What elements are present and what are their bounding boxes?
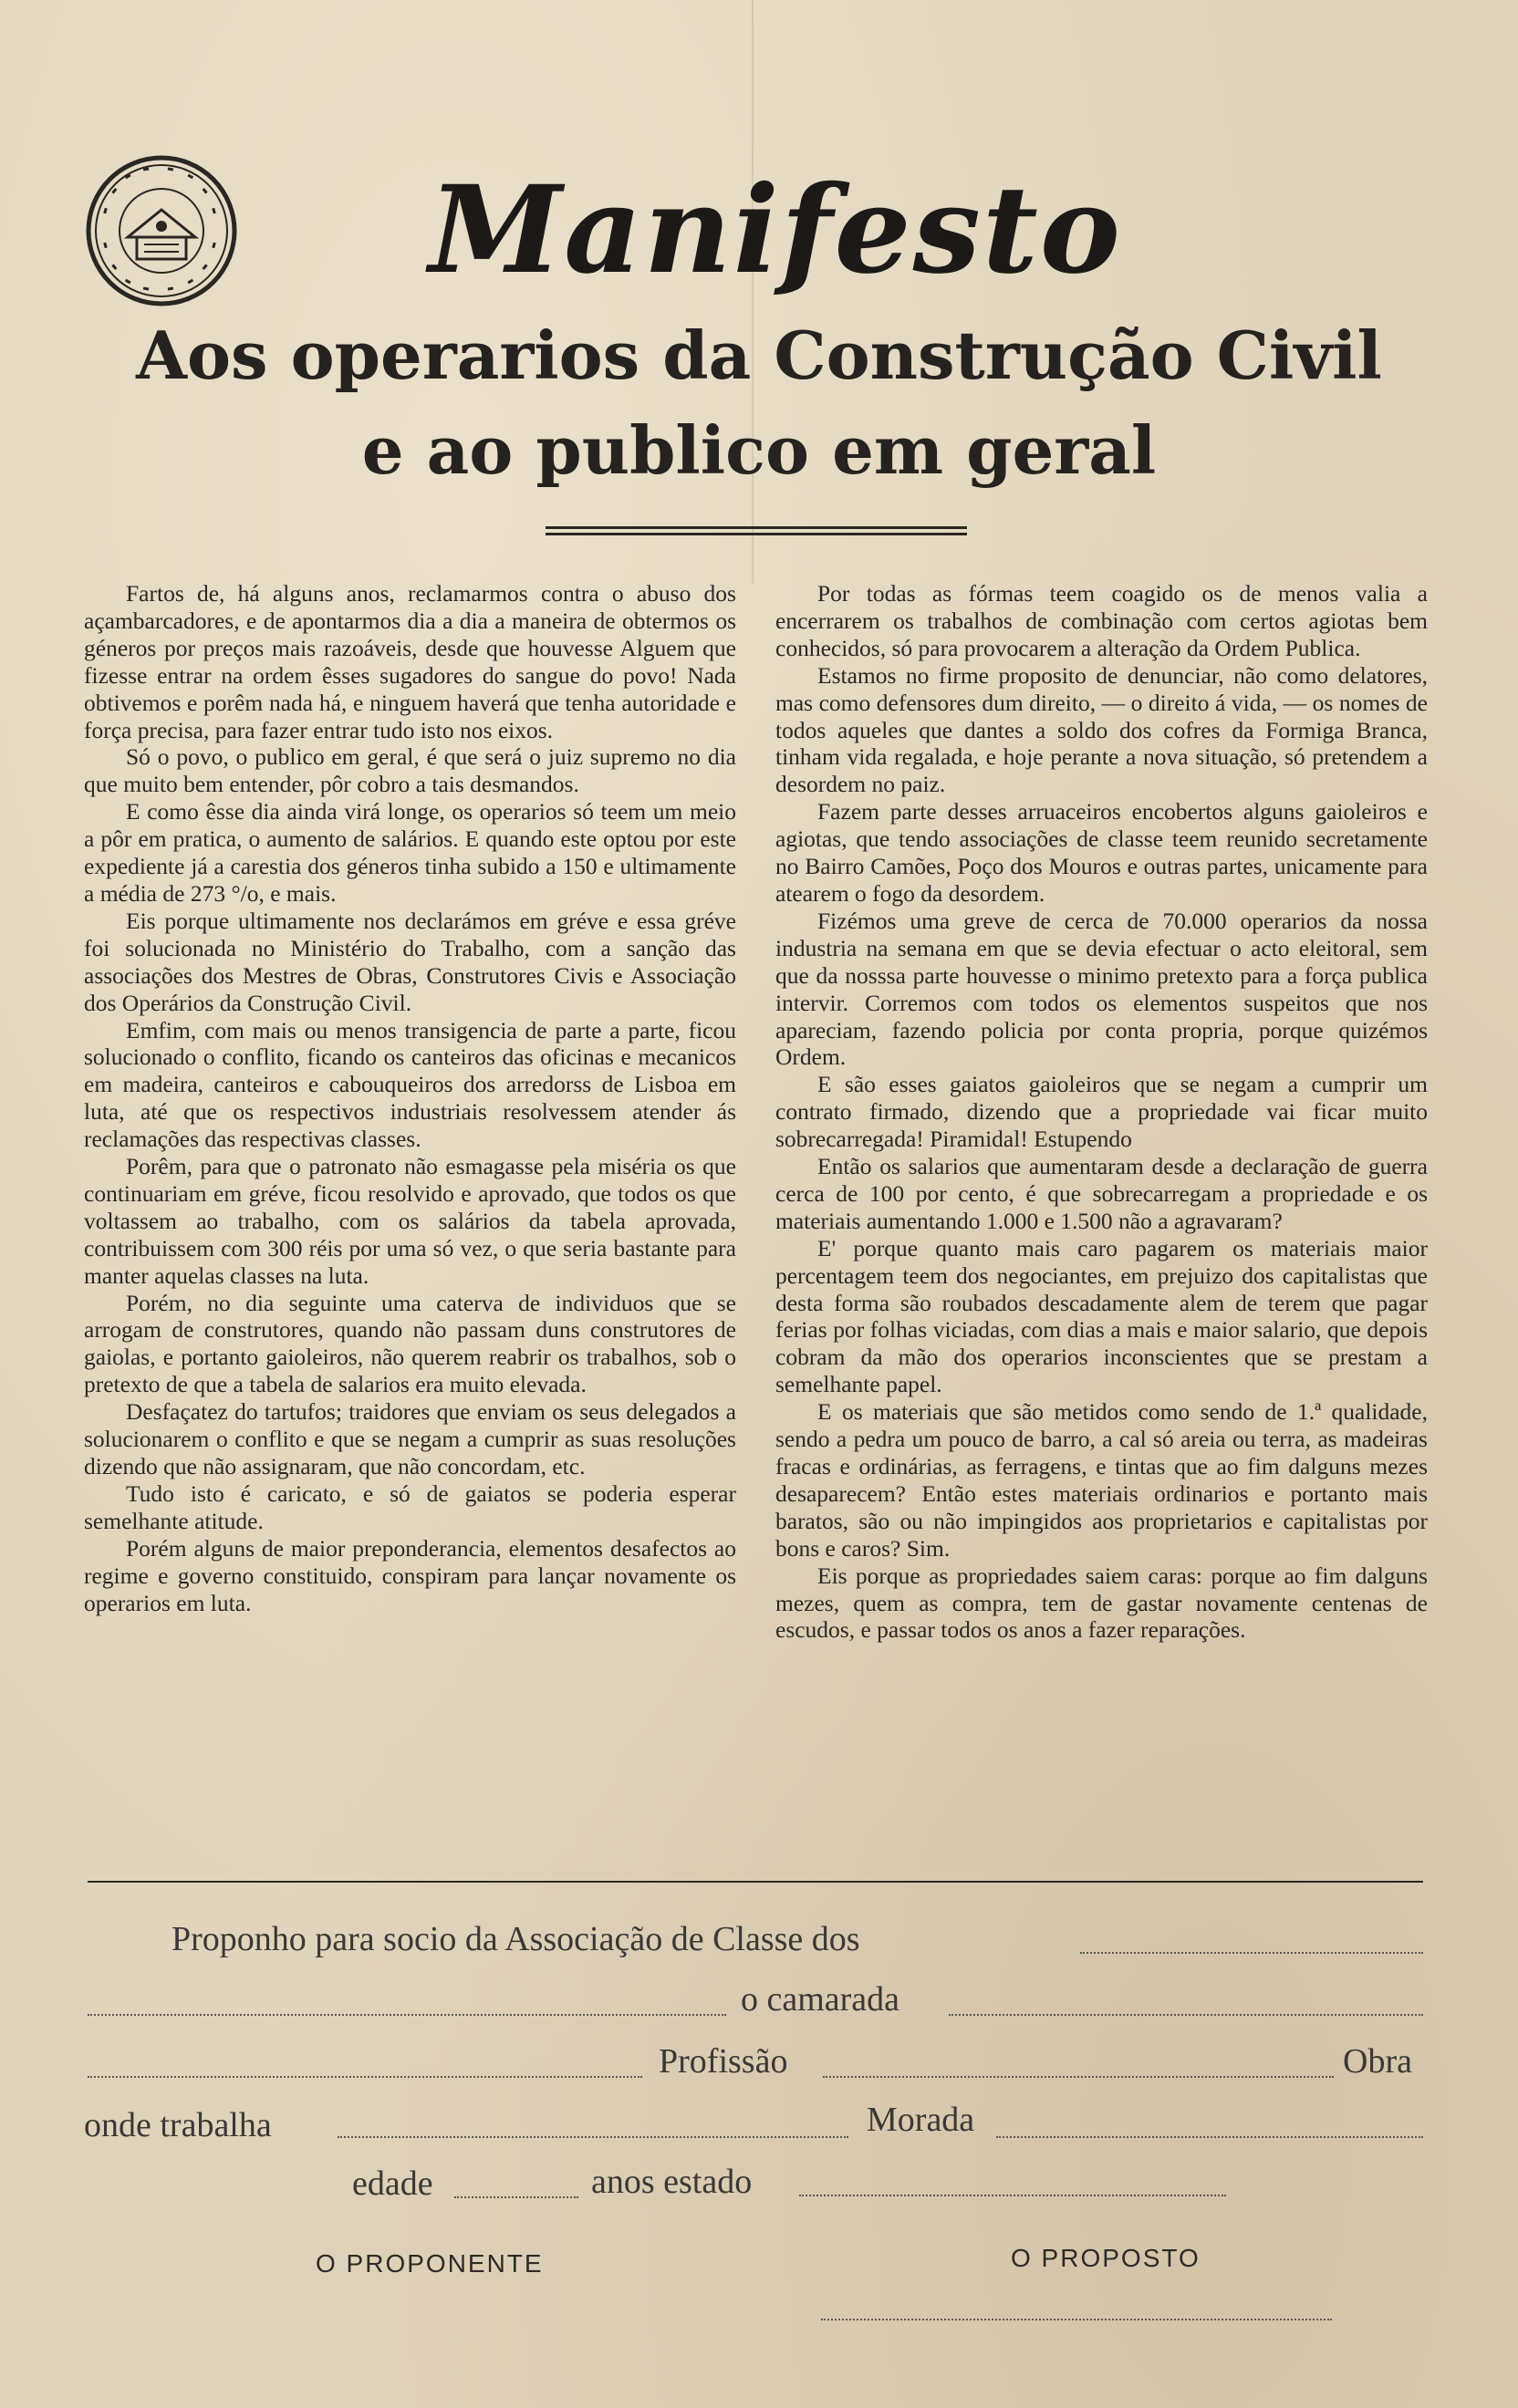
proponent-label: O PROPONENTE [316,2249,544,2278]
page-title: Manifesto [429,160,1122,301]
title-divider [546,526,967,535]
paragraph: E como êsse dia ainda virá longe, os operarios só teem um meio a pôr em pratica, o aumento de salários. E quando este optou por este expediente já a carestia dos géneros tinha subido a 150 e ultimamente a média de 273 °/o, e mais. [84,798,736,907]
form-obra-label: Obra [1343,2042,1412,2081]
paragraph: Por todas as fórmas teem coagido os de menos valia a encerrarem os trabalhos de combinação com certos agiotas bem conhecidos, só para provocarem a alteração da Ordem Publica. [775,580,1428,661]
paragraph: Emfim, com mais ou menos transigencia de parte a parte, ficou solucionado o conflito, ficando os canteiros das oficinas e mecanicos em madeira, canteiros e cabouqueiros dos arredorss de Lisboa em luta, até que os respectivos industriais resolvessem atender ás reclamações das respectivas classes. [84,1016,736,1153]
paragraph: E são esses gaiatos gaioleiros que se negam a cumprir um contrato firmado, dizendo que a propriedade vai ficar muito sobrecarregada! Piramidal! Estupendo [775,1071,1428,1153]
form-profissao-label: Profissão [659,2042,788,2081]
association-seal-icon [84,153,239,308]
form-idade-label: edade [352,2164,433,2203]
marital-status-field[interactable] [799,2195,1226,2196]
paragraph: Tudo isto é caricato, e só de gaiatos se poderia esperar semelhante atitude. [84,1479,736,1534]
paragraph: Estamos no firme proposito de denunciar, não como delatores, mas como defensores dum direito, — o direito á vida, — os nomes de todos aqueles que dantes a soldo dos cofres da Formiga Branca, tinham vida regalada, e hoje perante a nova situação, só pretendem a desordem no paiz. [775,661,1428,798]
subtitle-line-2: e ao publico em geral [361,411,1157,489]
paragraph: Então os salarios que aumentaram desde a declaração de guerra cerca de 100 por cento, é que sobrecarregam a propriedade e os materiais aumentando 1.000 e 1.500 não a agravaram? [775,1153,1428,1234]
paragraph: Porêm, para que o patronato não esmagasse pela miséria os que continuariam em gréve, ficou resolvido e aprovado, que todos os que voltassem ao trabalho, com os salários da tabela aprovada, contribuissem com 300 réis por uma só vez, o que seria bastante para manter aquelas classes na luta. [84,1153,736,1289]
paragraph: Porém, no dia seguinte uma caterva de individuos que se arrogam de construtores, quando não passam duns construtores de gaiolas, e portanto gaioleiros, não querem reabrir os trabalhos, sob o pretexto de que a tabela de salarios era muito elevada. [84,1289,736,1398]
form-proposal-label: Proponho para socio da Associação de Classe dos [172,1920,860,1958]
left-column [84,580,736,1616]
paragraph: Porém alguns de maior preponderancia, elementos desafectos ao regime e governo constituido, conspiram para lançar novamente os operarios em luta. [84,1534,736,1616]
class-name-field[interactable] [1080,1952,1423,1954]
address-field[interactable] [996,2136,1423,2138]
paragraph: Desfaçatez do tartufos; traidores que enviam os seus delegados a solucionarem o conflito e que se negam a cumprir as suas resoluções dizendo que não assignaram, que não concordam, etc. [84,1398,736,1479]
paragraph: Fizémos uma greve de cerca de 70.000 operarios da nossa industria na semana em que se devia efectuar o acto eleitoral, sem que da nosssa parte houvesse o minimo pretexto para a força publica intervir. Corremos com todos os elementos suspeitos que nos apareciam, fazendo policia por conta propria, porque quizémos Ordem. [775,907,1428,1071]
workplace-field[interactable] [338,2136,848,2138]
paragraph: Eis porque as propriedades saiem caras: porque ao fim dalguns mezes, quem as compra, tem de gastar novamente centenas de escudos, e passar todos os anos a fazer reparações. [775,1562,1428,1644]
proposed-signature-field[interactable] [821,2319,1332,2320]
paragraph: Só o povo, o publico em geral, é que será o juiz supremo no dia que muito bem entender, pôr cobro a tais desmandos. [84,743,736,798]
form-morada-label: Morada [867,2101,975,2139]
right-column [775,580,1428,1644]
form-divider [88,1881,1423,1883]
paragraph: Fazem parte desses arruaceiros encobertos alguns gaioleiros e agiotas, que tendo associações de classe teem reunido secretamente no Bairro Camões, Poço dos Mouros e outras partes, unicamente para atearem o fogo da desordem. [775,798,1428,907]
comrade-name-field-cont[interactable] [88,2076,642,2078]
form-camarada-label: o camarada [741,1980,900,2019]
comrade-name-field[interactable] [949,2014,1423,2016]
paragraph: E os materiais que são metidos como sendo de 1.ª qualidade, sendo a pedra um pouco de barro, a cal só areia ou terra, as madeiras fracas e ordinárias, as ferragens, e tintas que ao fim dalguns mezes desaparecem? Então estes materiais ordinarios e portanto mais baratos, são ou não impingidos aos proprietarios e capitalistas por bons e caros? Sim. [775,1398,1428,1562]
paragraph: E' porque quanto mais caro pagarem os materiais maior percentagem teem dos negociantes, em prejuizo dos capitalistas que desta forma são roubados descadamente alem de terem que pagar ferias por folhas viciadas, com dias a mais e maior salario, que depois cobram da mão dos operarios inconscientes que se prestam a semelhante papel. [775,1234,1428,1398]
paragraph: Fartos de, há alguns anos, reclamarmos contra o abuso dos açambarcadores, e de apontarmos dia a dia a maneira de obtermos os géneros por preços mais razoáveis, desde que houvesse Alguem que fizesse entrar na ordem êsses sugadores do sangue do povo! Nada obtivemos e porêm nada há, e ninguem haverá que tenha autoridade e força precisa, para fazer entrar tudo isto nos eixos. [84,580,736,743]
paragraph: Eis porque ultimamente nos declarámos em gréve e essa gréve foi solucionada no Ministério do Trabalho, com a sanção das associações dos Mestres de Obras, Construtores Civis e Associação dos Operários da Construção Civil. [84,907,736,1016]
form-anos-estado-label: anos estado [591,2163,753,2201]
age-field[interactable] [454,2196,578,2198]
proposed-label: O PROPOSTO [1011,2244,1201,2272]
profession-field[interactable] [823,2076,1334,2078]
subtitle-line-1: Aos operarios da Construção Civil [136,317,1382,394]
class-name-field-cont[interactable] [88,2014,726,2016]
form-onde-trabalha-label: onde trabalha [84,2106,272,2144]
